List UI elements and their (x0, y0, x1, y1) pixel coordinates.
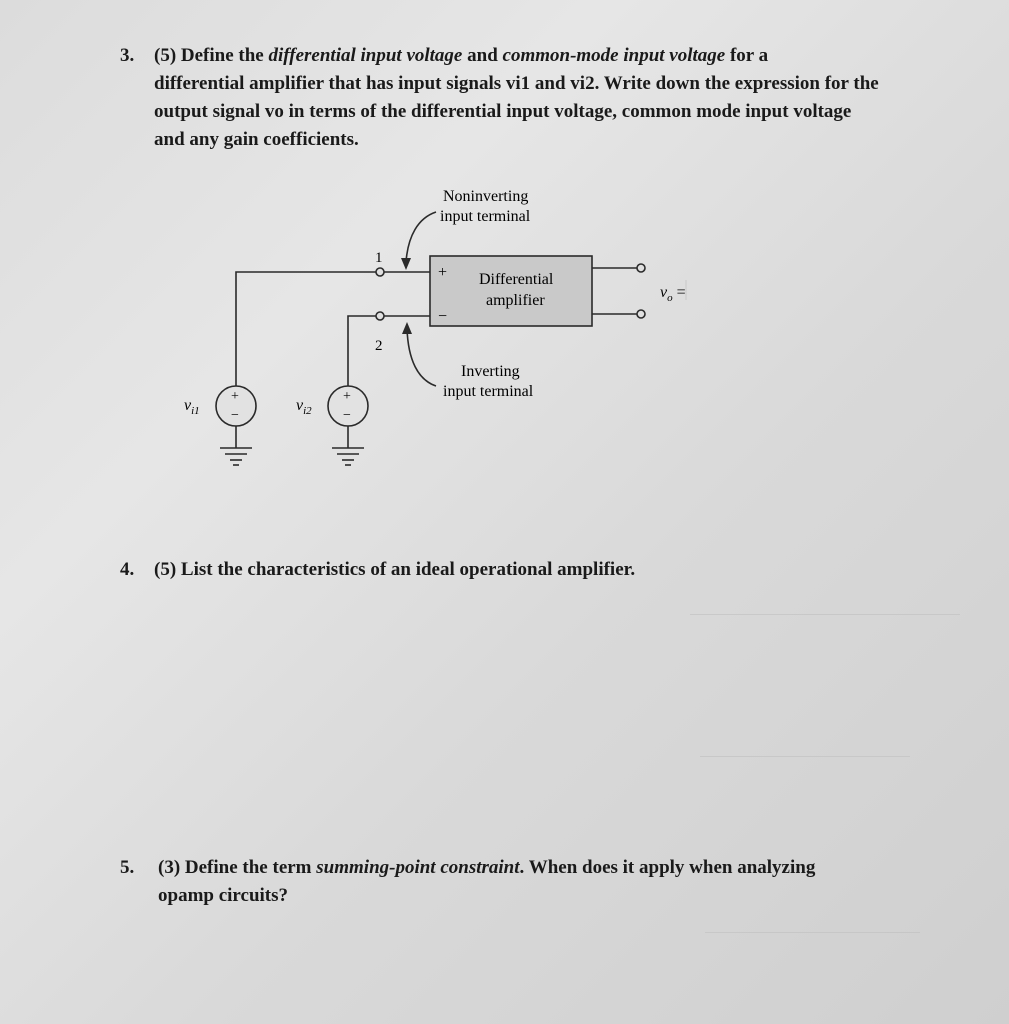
amplifier-label-line1: Differential (479, 271, 554, 288)
q3-line-4: and any gain coefficients. (154, 129, 359, 150)
q5-line-1 (158, 854, 938, 882)
output-node-top (637, 264, 645, 272)
q3-line-3: output signal vo in terms of the differential input voltage, common mode input voltage (154, 101, 852, 122)
vi2-label: $v_{i2}$ (296, 397, 312, 417)
amp-minus-sign: − (438, 308, 448, 325)
inverting-pointer-arrow (407, 328, 436, 386)
q3-line-2: differential amplifier that has input signals vi1 and vi2. Write down the expression for the (154, 73, 879, 94)
source-1-minus: − (231, 408, 239, 423)
term-differential-input-voltage: differential input voltage (268, 45, 463, 66)
vo-label: $v_o$ = (660, 284, 686, 304)
question-number: 3. (120, 45, 135, 66)
noninverting-label-line1: Noninverting (443, 188, 529, 205)
terminal-2-label: 2 (375, 338, 383, 354)
amplifier-box (430, 256, 592, 326)
term-common-mode-input-voltage: common-mode input voltage (502, 45, 726, 66)
source-2-minus: − (343, 408, 351, 423)
terminal-1-label: 1 (375, 250, 383, 266)
terminal-1-node (376, 268, 384, 276)
wire-input-1 (236, 272, 376, 392)
output-node-bottom (637, 310, 645, 318)
question-text: (5) List the characteristics of an ideal operational amplifier. (154, 559, 636, 580)
noninverting-label-line2: input terminal (440, 208, 531, 225)
term-summing-point-constraint: summing-point constraint (316, 857, 520, 878)
inverting-label-line2: input terminal (443, 383, 534, 400)
q3-text-part: and (462, 45, 503, 66)
amplifier-label-line2: amplifier (486, 292, 545, 309)
question-number: 5. (120, 857, 135, 878)
q5-text-part: (3) Define the term (158, 857, 317, 878)
question-text (158, 854, 938, 910)
q3-text-part: (5) Define the (154, 45, 269, 66)
terminal-2-node (376, 312, 384, 320)
source-1-plus: + (231, 389, 239, 404)
vi1-label: $v_{i1}$ (184, 397, 200, 417)
source-2-plus: + (343, 389, 351, 404)
inverting-arrowhead-icon (402, 322, 412, 334)
question-number: 4. (120, 559, 135, 580)
amp-plus-sign: + (438, 264, 448, 281)
wire-input-2 (348, 316, 376, 392)
noninverting-arrowhead-icon (401, 258, 411, 270)
q3-text-part: for a (725, 45, 769, 66)
noninverting-pointer-arrow (406, 212, 436, 262)
q5-text-part: . When does it apply when analyzing (519, 857, 816, 878)
q5-line-2: opamp circuits? (158, 885, 289, 906)
inverting-label-line1: Inverting (461, 363, 520, 380)
